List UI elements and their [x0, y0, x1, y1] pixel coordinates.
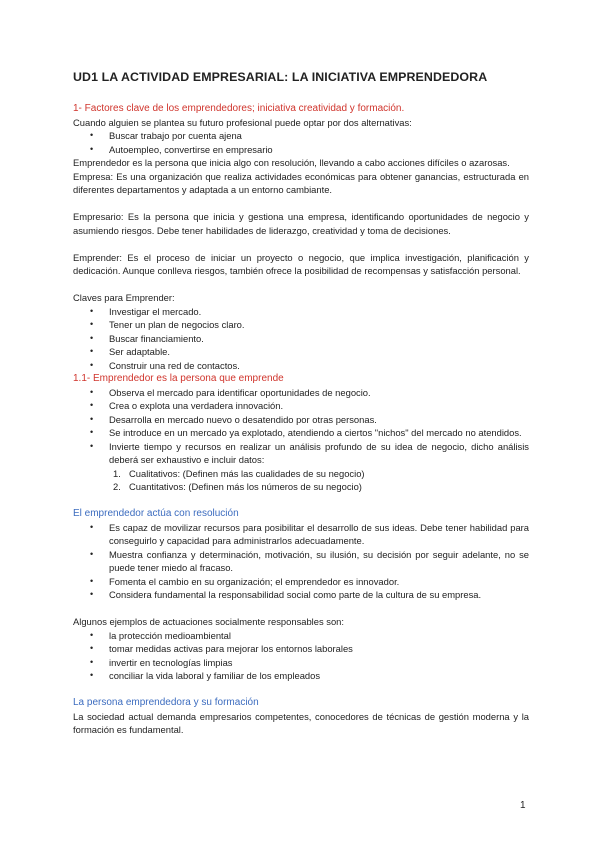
emprendedor-definition: Emprendedor es la persona que inicia algo con resolución, llevando a cabo acciones difíciles o azarosas.: [73, 157, 510, 168]
document-title: UD1 LA ACTIVIDAD EMPRESARIAL: LA INICIATIVA EMPRENDEDORA: [73, 70, 488, 84]
page-content: [73, 70, 529, 737]
list-item: • Buscar trabajo por cuenta ajena: [73, 129, 529, 143]
datos-list: [73, 467, 529, 494]
claves-label: Claves para Emprender:: [73, 292, 175, 303]
emprender-definition: Emprender: Es el proceso de iniciar un proyecto o negocio, que implica investigación, planificación y dedicación. Aunque conlleva riesgos, también ofrece la posibilidad de recompensas y satisfacción personal.: [73, 251, 529, 276]
list-item: • Es capaz de movilizar recursos para posibilitar el desarrollo de sus ideas. Debe tener habilidad para conseguirlo y capacidad para administrarlos adecuadamente.: [73, 521, 529, 548]
emprende-list: [73, 386, 529, 467]
list-item: • Considera fundamental la responsabilidad social como parte de la cultura de su empresa.: [73, 588, 529, 602]
formacion-text: La sociedad actual demanda empresarios competentes, conocedores de técnicas de gestión moderna y la formación es fundamental.: [73, 710, 529, 735]
section-1-1-heading: 1.1- Emprendedor es la persona que emprende: [73, 373, 284, 384]
list-item: • Observa el mercado para identificar oportunidades de negocio.: [73, 386, 529, 400]
list-item: • conciliar la vida laboral y familiar de los empleados: [73, 669, 529, 683]
options-list: [73, 129, 529, 156]
list-item: • Tener un plan de negocios claro.: [73, 318, 529, 332]
list-item: • Se introduce en un mercado ya explotado, atendiendo a ciertos "nichos" del mercado no atendidos.: [73, 426, 529, 440]
list-item: • Crea o explota una verdadera innovación.: [73, 399, 529, 413]
list-item: • Ser adaptable.: [73, 345, 529, 359]
list-item: • Buscar financiamiento.: [73, 332, 529, 346]
resolucion-list: [73, 521, 529, 602]
empresa-definition: Empresa: Es una organización que realiza actividades económicas para obtener ganancias, estructurada en diferentes departamentos y adaptada a un entorno cambiante.: [73, 170, 529, 195]
formacion-heading: La persona emprendedora y su formación: [73, 697, 259, 708]
list-item: 1. Cualitativos: (Definen más las cualidades de su negocio): [113, 467, 365, 479]
list-item: • Investigar el mercado.: [73, 305, 529, 319]
section-1-heading: 1- Factores clave de los emprendedores; iniciativa creatividad y formación.: [73, 103, 405, 114]
list-item: • invertir en tecnologías limpias: [73, 656, 529, 670]
resolucion-heading: El emprendedor actúa con resolución: [73, 508, 239, 519]
list-item: • Construir una red de contactos.: [73, 359, 529, 373]
list-item: • la protección medioambiental: [73, 629, 529, 643]
list-item: • Fomenta el cambio en su organización; el emprendedor es innovador.: [73, 575, 529, 589]
list-item: 2. Cuantitativos: (Definen más los números de su negocio): [113, 481, 362, 492]
list-item: • Autoempleo, convertirse en empresario: [73, 143, 529, 157]
list-item: • Invierte tiempo y recursos en realizar un análisis profundo de su idea de negocio, dicho análisis deberá ser exhaustivo e incluir datos:: [73, 440, 529, 467]
intro-text: Cuando alguien se plantea su futuro profesional puede optar por dos alternativas:: [73, 116, 412, 128]
claves-list: [73, 305, 529, 373]
list-item: • tomar medidas activas para mejorar los entornos laborales: [73, 642, 529, 656]
ejemplos-list: [73, 629, 529, 683]
list-item: • Desarrolla en mercado nuevo o desatendido por otras personas.: [73, 413, 529, 427]
empresario-definition: Empresario: Es la persona que inicia y gestiona una empresa, identificando oportunidades de negocio y asumiendo riesgos. Debe tener habilidades de liderazgo, creatividad y toma de decisiones.: [73, 211, 529, 236]
list-item: • Muestra confianza y determinación, motivación, su ilusión, su decisión por seguir adelante, no se puede tener miedo al fracaso.: [73, 548, 529, 575]
page-number: 1: [520, 800, 526, 811]
ejemplos-label: Algunos ejemplos de actuaciones socialmente responsables son:: [73, 616, 344, 627]
